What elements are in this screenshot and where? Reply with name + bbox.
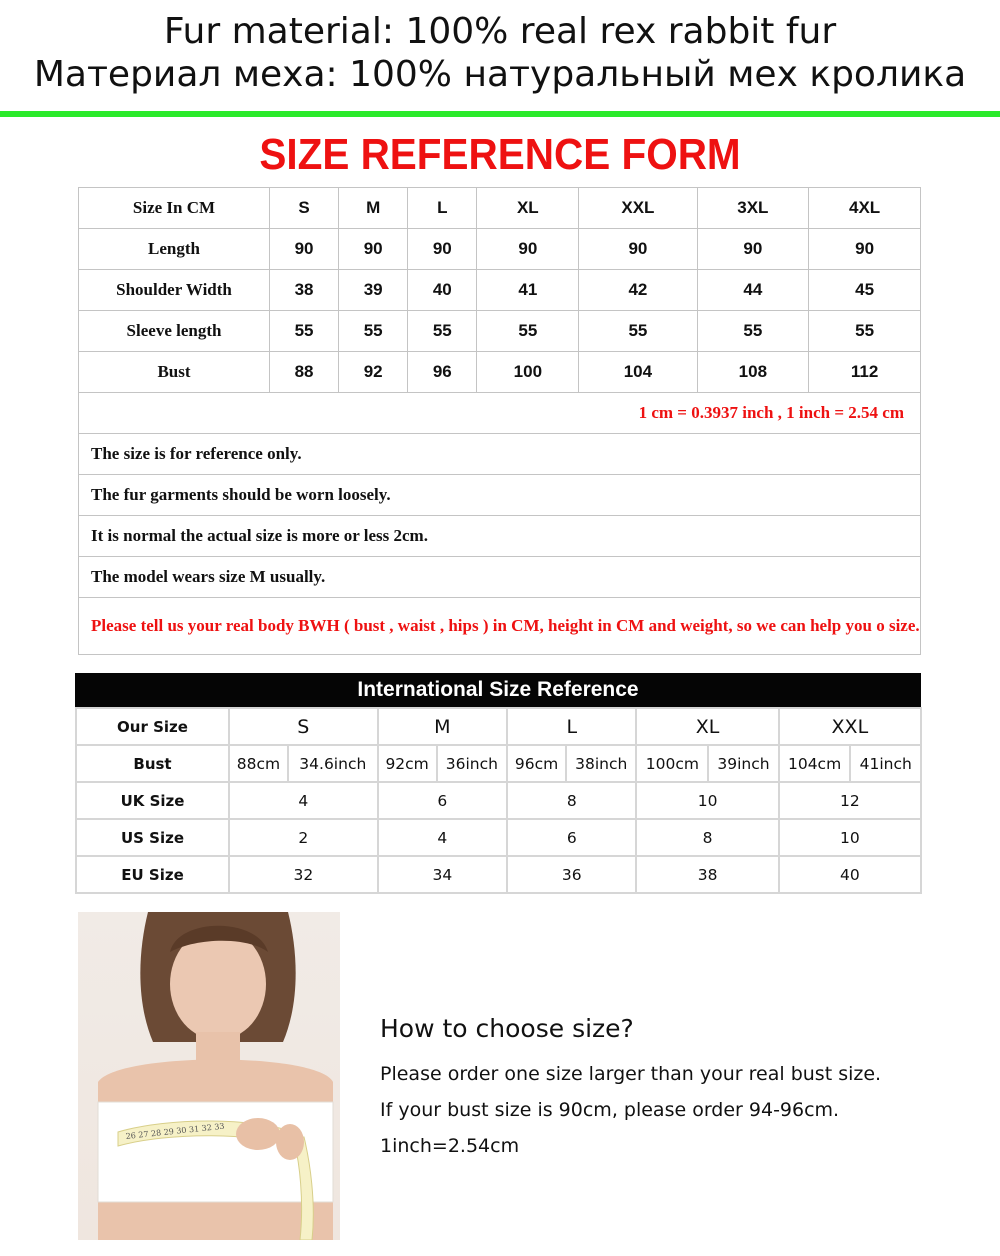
column-header: 4XL bbox=[809, 188, 921, 229]
how-to-choose-line: If your bust size is 90cm, please order 94-96cm. bbox=[380, 1099, 840, 1121]
table-cell: 96cm bbox=[507, 745, 566, 782]
table-cell: 100cm bbox=[636, 745, 708, 782]
column-header: XXL bbox=[579, 188, 697, 229]
table-cell: 44 bbox=[697, 270, 809, 311]
how-to-choose-line: 1inch=2.54cm bbox=[380, 1135, 520, 1157]
table-cell: 96 bbox=[408, 352, 477, 393]
table-cell: 55 bbox=[477, 311, 579, 352]
table-cell: 40 bbox=[408, 270, 477, 311]
international-size-table bbox=[75, 707, 922, 894]
conversion-note: 1 cm = 0.3937 inch , 1 inch = 2.54 cm bbox=[79, 393, 921, 434]
table-row bbox=[79, 229, 921, 270]
table-cell: 104cm bbox=[779, 745, 851, 782]
row-label: Sleeve length bbox=[79, 311, 270, 352]
table-cell: 92cm bbox=[378, 745, 437, 782]
table-cell: 90 bbox=[270, 229, 339, 270]
table-row bbox=[79, 311, 921, 352]
size-header: M bbox=[378, 708, 507, 745]
column-header: M bbox=[339, 188, 408, 229]
table-cell: 55 bbox=[809, 311, 921, 352]
column-header: S bbox=[270, 188, 339, 229]
table-cell: 8 bbox=[507, 782, 636, 819]
size-header: XXL bbox=[779, 708, 921, 745]
measurement-request: Please tell us your real body BWH ( bust , waist , hips ) in CM, height in CM and weight, so we can help you o size. bbox=[79, 598, 921, 655]
note-text: It is normal the actual size is more or less 2cm. bbox=[79, 516, 921, 557]
table-cell: 38inch bbox=[566, 745, 636, 782]
table-cell: 34.6inch bbox=[288, 745, 378, 782]
note-text: The model wears size M usually. bbox=[79, 557, 921, 598]
table-row bbox=[79, 352, 921, 393]
material-heading-russian: Материал меха: 100% натуральный мех кролика bbox=[33, 54, 967, 95]
row-label: Bust bbox=[79, 352, 270, 393]
table-cell: 38 bbox=[636, 856, 778, 893]
table-cell: 36 bbox=[507, 856, 636, 893]
table-cell: 10 bbox=[779, 819, 921, 856]
table-cell: 55 bbox=[339, 311, 408, 352]
table-cell: 6 bbox=[507, 819, 636, 856]
row-label: Length bbox=[79, 229, 270, 270]
bust-measurement-photo bbox=[78, 912, 340, 1240]
table-cell: 90 bbox=[339, 229, 408, 270]
table-cell: 88cm bbox=[229, 745, 288, 782]
table-cell: 41inch bbox=[850, 745, 921, 782]
table-cell: 39inch bbox=[708, 745, 778, 782]
table-row bbox=[76, 856, 921, 893]
green-divider bbox=[0, 111, 1000, 117]
note-row bbox=[79, 516, 921, 557]
table-cell: 90 bbox=[579, 229, 697, 270]
column-header: L bbox=[408, 188, 477, 229]
note-text: The size is for reference only. bbox=[79, 434, 921, 475]
table-cell: 55 bbox=[408, 311, 477, 352]
note-row bbox=[79, 434, 921, 475]
column-header: Size In CM bbox=[79, 188, 270, 229]
table-cell: 4 bbox=[378, 819, 507, 856]
row-label: EU Size bbox=[76, 856, 229, 893]
note-row bbox=[79, 557, 921, 598]
size-header: S bbox=[229, 708, 378, 745]
row-label: US Size bbox=[76, 819, 229, 856]
table-cell: 38 bbox=[270, 270, 339, 311]
table-cell: 108 bbox=[697, 352, 809, 393]
table-cell: 42 bbox=[579, 270, 697, 311]
table-cell: 92 bbox=[339, 352, 408, 393]
table-cell: 90 bbox=[809, 229, 921, 270]
how-to-choose-title: How to choose size? bbox=[380, 1014, 634, 1043]
size-reference-table bbox=[78, 187, 921, 655]
table-cell: 39 bbox=[339, 270, 408, 311]
conversion-row bbox=[79, 393, 921, 434]
table-cell: 6 bbox=[378, 782, 507, 819]
international-size-title: International Size Reference bbox=[75, 673, 921, 707]
table-cell: 12 bbox=[779, 782, 921, 819]
table-cell: 90 bbox=[477, 229, 579, 270]
table-row bbox=[76, 782, 921, 819]
note-row bbox=[79, 475, 921, 516]
request-row bbox=[79, 598, 921, 655]
table-cell: 55 bbox=[697, 311, 809, 352]
model-illustration bbox=[78, 912, 340, 1240]
table-cell: 8 bbox=[636, 819, 778, 856]
table-cell: 36inch bbox=[437, 745, 507, 782]
table-row bbox=[76, 745, 921, 782]
table-cell: 45 bbox=[809, 270, 921, 311]
size-header: L bbox=[507, 708, 636, 745]
material-heading-english: Fur material: 100% real rex rabbit fur bbox=[163, 11, 837, 52]
tape-numbers: 26 27 28 29 30 31 32 33 bbox=[125, 1121, 225, 1141]
table-cell: 55 bbox=[270, 311, 339, 352]
table-cell: 100 bbox=[477, 352, 579, 393]
table-cell: 112 bbox=[809, 352, 921, 393]
row-label: UK Size bbox=[76, 782, 229, 819]
note-text: The fur garments should be worn loosely. bbox=[79, 475, 921, 516]
table-cell: 40 bbox=[779, 856, 921, 893]
row-label: Bust bbox=[76, 745, 229, 782]
table-row bbox=[79, 270, 921, 311]
table-cell: 104 bbox=[579, 352, 697, 393]
table-cell: 10 bbox=[636, 782, 778, 819]
table-cell: 2 bbox=[229, 819, 378, 856]
table-header-row bbox=[76, 708, 921, 745]
table-cell: 88 bbox=[270, 352, 339, 393]
table-cell: 55 bbox=[579, 311, 697, 352]
size-header: XL bbox=[636, 708, 778, 745]
size-form-title: SIZE REFERENCE FORM bbox=[259, 130, 741, 179]
table-cell: 32 bbox=[229, 856, 378, 893]
how-to-choose-line: Please order one size larger than your real bust size. bbox=[380, 1063, 882, 1085]
column-header: 3XL bbox=[697, 188, 809, 229]
table-cell: 34 bbox=[378, 856, 507, 893]
row-label: Our Size bbox=[76, 708, 229, 745]
column-header: XL bbox=[477, 188, 579, 229]
table-row bbox=[76, 819, 921, 856]
table-header-row bbox=[79, 188, 921, 229]
table-cell: 41 bbox=[477, 270, 579, 311]
row-label: Shoulder Width bbox=[79, 270, 270, 311]
table-cell: 90 bbox=[408, 229, 477, 270]
table-cell: 90 bbox=[697, 229, 809, 270]
table-cell: 4 bbox=[229, 782, 378, 819]
